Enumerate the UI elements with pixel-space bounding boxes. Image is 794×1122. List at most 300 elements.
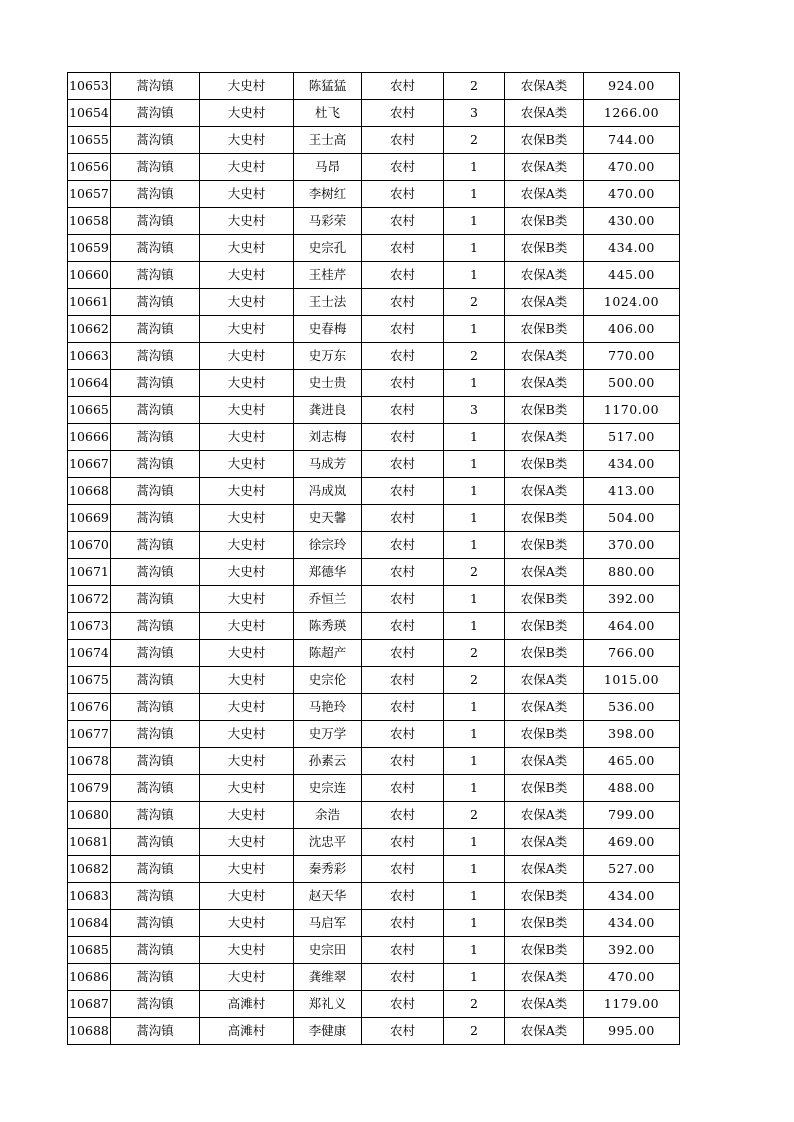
- table-row: [68, 100, 680, 127]
- village-cell: 大史村: [200, 856, 294, 883]
- town-cell: 蒿沟镇: [111, 343, 200, 370]
- town-cell: 蒿沟镇: [111, 856, 200, 883]
- record-id-cell: 10656: [68, 154, 111, 181]
- town-cell: 蒿沟镇: [111, 181, 200, 208]
- insurance-category-cell: 农保A类: [505, 73, 584, 100]
- household-count-cell: 1: [444, 775, 505, 802]
- insurance-category-cell: 农保B类: [505, 505, 584, 532]
- village-cell: 大史村: [200, 478, 294, 505]
- amount-cell: 799.00: [584, 802, 680, 829]
- insurance-category-cell: 农保A类: [505, 154, 584, 181]
- amount-cell: 406.00: [584, 316, 680, 343]
- amount-cell: 434.00: [584, 910, 680, 937]
- town-cell: 蒿沟镇: [111, 451, 200, 478]
- insurance-category-cell: 农保A类: [505, 559, 584, 586]
- person-name-cell: 史春梅: [294, 316, 362, 343]
- record-id-cell: 10670: [68, 532, 111, 559]
- person-name-cell: 史宗孔: [294, 235, 362, 262]
- amount-cell: 430.00: [584, 208, 680, 235]
- village-cell: 大史村: [200, 829, 294, 856]
- person-name-cell: 龚维翠: [294, 964, 362, 991]
- person-name-cell: 马艳玲: [294, 694, 362, 721]
- village-cell: 大史村: [200, 667, 294, 694]
- insurance-category-cell: 农保A类: [505, 991, 584, 1018]
- insurance-category-cell: 农保A类: [505, 802, 584, 829]
- household-count-cell: 1: [444, 748, 505, 775]
- person-name-cell: 刘志梅: [294, 424, 362, 451]
- area-type-cell: 农村: [362, 748, 444, 775]
- person-name-cell: 王桂芹: [294, 262, 362, 289]
- amount-cell: 1266.00: [584, 100, 680, 127]
- village-cell: 大史村: [200, 775, 294, 802]
- insurance-category-cell: 农保A类: [505, 424, 584, 451]
- town-cell: 蒿沟镇: [111, 235, 200, 262]
- person-name-cell: 王士法: [294, 289, 362, 316]
- table-row: [68, 235, 680, 262]
- record-id-cell: 10675: [68, 667, 111, 694]
- record-id-cell: 10654: [68, 100, 111, 127]
- area-type-cell: 农村: [362, 910, 444, 937]
- insurance-category-cell: 农保A类: [505, 1018, 584, 1045]
- town-cell: 蒿沟镇: [111, 829, 200, 856]
- amount-cell: 470.00: [584, 964, 680, 991]
- record-id-cell: 10669: [68, 505, 111, 532]
- area-type-cell: 农村: [362, 370, 444, 397]
- table-row: [68, 640, 680, 667]
- amount-cell: 880.00: [584, 559, 680, 586]
- record-id-cell: 10662: [68, 316, 111, 343]
- amount-cell: 392.00: [584, 586, 680, 613]
- household-count-cell: 1: [444, 424, 505, 451]
- household-count-cell: 2: [444, 127, 505, 154]
- person-name-cell: 马昂: [294, 154, 362, 181]
- village-cell: 大史村: [200, 100, 294, 127]
- table-row: [68, 1018, 680, 1045]
- person-name-cell: 李健康: [294, 1018, 362, 1045]
- area-type-cell: 农村: [362, 208, 444, 235]
- area-type-cell: 农村: [362, 343, 444, 370]
- record-id-cell: 10680: [68, 802, 111, 829]
- table-row: [68, 451, 680, 478]
- table-row: [68, 208, 680, 235]
- village-cell: 大史村: [200, 613, 294, 640]
- amount-cell: 924.00: [584, 73, 680, 100]
- person-name-cell: 郑德华: [294, 559, 362, 586]
- person-name-cell: 陈超产: [294, 640, 362, 667]
- amount-cell: 464.00: [584, 613, 680, 640]
- table-row: [68, 316, 680, 343]
- village-cell: 大史村: [200, 289, 294, 316]
- area-type-cell: 农村: [362, 100, 444, 127]
- record-id-cell: 10666: [68, 424, 111, 451]
- household-count-cell: 2: [444, 73, 505, 100]
- insurance-category-cell: 农保A类: [505, 667, 584, 694]
- village-cell: 大史村: [200, 586, 294, 613]
- insurance-category-cell: 农保A类: [505, 694, 584, 721]
- village-cell: 大史村: [200, 721, 294, 748]
- town-cell: 蒿沟镇: [111, 370, 200, 397]
- village-cell: 大史村: [200, 397, 294, 424]
- insurance-category-cell: 农保B类: [505, 451, 584, 478]
- town-cell: 蒿沟镇: [111, 910, 200, 937]
- record-id-cell: 10660: [68, 262, 111, 289]
- insurance-category-cell: 农保B类: [505, 532, 584, 559]
- record-id-cell: 10659: [68, 235, 111, 262]
- town-cell: 蒿沟镇: [111, 505, 200, 532]
- insurance-category-cell: 农保A类: [505, 856, 584, 883]
- town-cell: 蒿沟镇: [111, 613, 200, 640]
- amount-cell: 434.00: [584, 451, 680, 478]
- area-type-cell: 农村: [362, 613, 444, 640]
- area-type-cell: 农村: [362, 694, 444, 721]
- area-type-cell: 农村: [362, 937, 444, 964]
- town-cell: 蒿沟镇: [111, 1018, 200, 1045]
- area-type-cell: 农村: [362, 235, 444, 262]
- amount-cell: 413.00: [584, 478, 680, 505]
- area-type-cell: 农村: [362, 829, 444, 856]
- record-id-cell: 10686: [68, 964, 111, 991]
- area-type-cell: 农村: [362, 802, 444, 829]
- person-name-cell: 马成芳: [294, 451, 362, 478]
- amount-cell: 744.00: [584, 127, 680, 154]
- household-count-cell: 1: [444, 883, 505, 910]
- amount-cell: 527.00: [584, 856, 680, 883]
- table-row: [68, 478, 680, 505]
- person-name-cell: 冯成岚: [294, 478, 362, 505]
- record-id-cell: 10668: [68, 478, 111, 505]
- town-cell: 蒿沟镇: [111, 640, 200, 667]
- person-name-cell: 史天馨: [294, 505, 362, 532]
- record-id-cell: 10688: [68, 1018, 111, 1045]
- table-row: [68, 775, 680, 802]
- household-count-cell: 3: [444, 397, 505, 424]
- record-id-cell: 10674: [68, 640, 111, 667]
- area-type-cell: 农村: [362, 586, 444, 613]
- household-count-cell: 1: [444, 316, 505, 343]
- insurance-category-cell: 农保B类: [505, 586, 584, 613]
- village-cell: 大史村: [200, 802, 294, 829]
- person-name-cell: 秦秀彩: [294, 856, 362, 883]
- person-name-cell: 郑礼义: [294, 991, 362, 1018]
- village-cell: 大史村: [200, 505, 294, 532]
- record-id-cell: 10657: [68, 181, 111, 208]
- table-row: [68, 424, 680, 451]
- household-count-cell: 1: [444, 910, 505, 937]
- town-cell: 蒿沟镇: [111, 883, 200, 910]
- record-id-cell: 10682: [68, 856, 111, 883]
- town-cell: 蒿沟镇: [111, 937, 200, 964]
- table-row: [68, 559, 680, 586]
- table-row: [68, 289, 680, 316]
- household-count-cell: 3: [444, 100, 505, 127]
- table-row: [68, 586, 680, 613]
- village-cell: 大史村: [200, 181, 294, 208]
- person-name-cell: 王士高: [294, 127, 362, 154]
- insurance-category-cell: 农保B类: [505, 316, 584, 343]
- area-type-cell: 农村: [362, 1018, 444, 1045]
- insurance-category-cell: 农保A类: [505, 370, 584, 397]
- village-cell: 高滩村: [200, 1018, 294, 1045]
- town-cell: 蒿沟镇: [111, 991, 200, 1018]
- area-type-cell: 农村: [362, 721, 444, 748]
- area-type-cell: 农村: [362, 127, 444, 154]
- area-type-cell: 农村: [362, 667, 444, 694]
- insurance-category-cell: 农保B类: [505, 910, 584, 937]
- area-type-cell: 农村: [362, 73, 444, 100]
- person-name-cell: 史万东: [294, 343, 362, 370]
- table-row: [68, 370, 680, 397]
- household-count-cell: 1: [444, 937, 505, 964]
- insurance-category-cell: 农保A类: [505, 829, 584, 856]
- record-id-cell: 10678: [68, 748, 111, 775]
- insurance-category-cell: 农保A类: [505, 343, 584, 370]
- amount-cell: 1024.00: [584, 289, 680, 316]
- amount-cell: 536.00: [584, 694, 680, 721]
- household-count-cell: 2: [444, 559, 505, 586]
- area-type-cell: 农村: [362, 154, 444, 181]
- record-id-cell: 10684: [68, 910, 111, 937]
- area-type-cell: 农村: [362, 397, 444, 424]
- insurance-category-cell: 农保B类: [505, 235, 584, 262]
- person-name-cell: 余浩: [294, 802, 362, 829]
- village-cell: 大史村: [200, 937, 294, 964]
- area-type-cell: 农村: [362, 289, 444, 316]
- town-cell: 蒿沟镇: [111, 748, 200, 775]
- person-name-cell: 赵天华: [294, 883, 362, 910]
- insurance-category-cell: 农保B类: [505, 640, 584, 667]
- household-count-cell: 1: [444, 154, 505, 181]
- record-id-cell: 10665: [68, 397, 111, 424]
- person-name-cell: 史宗连: [294, 775, 362, 802]
- table-row: [68, 154, 680, 181]
- area-type-cell: 农村: [362, 856, 444, 883]
- insurance-category-cell: 农保B类: [505, 883, 584, 910]
- household-count-cell: 1: [444, 451, 505, 478]
- town-cell: 蒿沟镇: [111, 964, 200, 991]
- area-type-cell: 农村: [362, 559, 444, 586]
- person-name-cell: 马彩荣: [294, 208, 362, 235]
- town-cell: 蒿沟镇: [111, 100, 200, 127]
- roster-table-body: [68, 73, 680, 1045]
- town-cell: 蒿沟镇: [111, 127, 200, 154]
- village-cell: 大史村: [200, 208, 294, 235]
- area-type-cell: 农村: [362, 532, 444, 559]
- record-id-cell: 10653: [68, 73, 111, 100]
- person-name-cell: 徐宗玲: [294, 532, 362, 559]
- amount-cell: 434.00: [584, 883, 680, 910]
- household-count-cell: 1: [444, 586, 505, 613]
- record-id-cell: 10663: [68, 343, 111, 370]
- record-id-cell: 10672: [68, 586, 111, 613]
- village-cell: 大史村: [200, 235, 294, 262]
- amount-cell: 469.00: [584, 829, 680, 856]
- table-row: [68, 505, 680, 532]
- village-cell: 大史村: [200, 910, 294, 937]
- area-type-cell: 农村: [362, 316, 444, 343]
- area-type-cell: 农村: [362, 424, 444, 451]
- insurance-category-cell: 农保B类: [505, 721, 584, 748]
- village-cell: 大史村: [200, 559, 294, 586]
- table-row: [68, 748, 680, 775]
- household-count-cell: 1: [444, 505, 505, 532]
- amount-cell: 500.00: [584, 370, 680, 397]
- amount-cell: 766.00: [584, 640, 680, 667]
- insurance-category-cell: 农保A类: [505, 478, 584, 505]
- record-id-cell: 10681: [68, 829, 111, 856]
- insurance-category-cell: 农保B类: [505, 127, 584, 154]
- amount-cell: 504.00: [584, 505, 680, 532]
- table-row: [68, 397, 680, 424]
- household-count-cell: 1: [444, 964, 505, 991]
- household-count-cell: 1: [444, 370, 505, 397]
- table-row: [68, 127, 680, 154]
- village-cell: 大史村: [200, 883, 294, 910]
- household-count-cell: 2: [444, 289, 505, 316]
- person-name-cell: 陈秀瑛: [294, 613, 362, 640]
- insurance-category-cell: 农保B类: [505, 208, 584, 235]
- household-count-cell: 1: [444, 613, 505, 640]
- household-count-cell: 2: [444, 343, 505, 370]
- village-cell: 大史村: [200, 748, 294, 775]
- amount-cell: 434.00: [584, 235, 680, 262]
- amount-cell: 445.00: [584, 262, 680, 289]
- area-type-cell: 农村: [362, 640, 444, 667]
- town-cell: 蒿沟镇: [111, 262, 200, 289]
- amount-cell: 465.00: [584, 748, 680, 775]
- record-id-cell: 10664: [68, 370, 111, 397]
- table-row: [68, 694, 680, 721]
- household-count-cell: 1: [444, 532, 505, 559]
- person-name-cell: 杜飞: [294, 100, 362, 127]
- village-cell: 大史村: [200, 964, 294, 991]
- insurance-category-cell: 农保B类: [505, 613, 584, 640]
- household-count-cell: 2: [444, 991, 505, 1018]
- area-type-cell: 农村: [362, 478, 444, 505]
- town-cell: 蒿沟镇: [111, 73, 200, 100]
- village-cell: 大史村: [200, 370, 294, 397]
- village-cell: 大史村: [200, 532, 294, 559]
- record-id-cell: 10655: [68, 127, 111, 154]
- village-cell: 大史村: [200, 424, 294, 451]
- village-cell: 大史村: [200, 694, 294, 721]
- record-id-cell: 10673: [68, 613, 111, 640]
- table-row: [68, 910, 680, 937]
- insurance-category-cell: 农保B类: [505, 775, 584, 802]
- table-row: [68, 262, 680, 289]
- household-count-cell: 1: [444, 262, 505, 289]
- area-type-cell: 农村: [362, 991, 444, 1018]
- record-id-cell: 10676: [68, 694, 111, 721]
- area-type-cell: 农村: [362, 262, 444, 289]
- insurance-category-cell: 农保A类: [505, 748, 584, 775]
- village-cell: 大史村: [200, 73, 294, 100]
- town-cell: 蒿沟镇: [111, 559, 200, 586]
- village-cell: 大史村: [200, 154, 294, 181]
- household-count-cell: 1: [444, 235, 505, 262]
- town-cell: 蒿沟镇: [111, 775, 200, 802]
- person-name-cell: 马启军: [294, 910, 362, 937]
- village-cell: 大史村: [200, 262, 294, 289]
- record-id-cell: 10661: [68, 289, 111, 316]
- insurance-category-cell: 农保A类: [505, 100, 584, 127]
- amount-cell: 488.00: [584, 775, 680, 802]
- insurance-category-cell: 农保A类: [505, 181, 584, 208]
- table-row: [68, 883, 680, 910]
- amount-cell: 517.00: [584, 424, 680, 451]
- record-id-cell: 10667: [68, 451, 111, 478]
- town-cell: 蒿沟镇: [111, 424, 200, 451]
- town-cell: 蒿沟镇: [111, 154, 200, 181]
- household-count-cell: 1: [444, 829, 505, 856]
- household-count-cell: 2: [444, 1018, 505, 1045]
- table-row: [68, 937, 680, 964]
- person-name-cell: 史士贵: [294, 370, 362, 397]
- town-cell: 蒿沟镇: [111, 586, 200, 613]
- person-name-cell: 李树红: [294, 181, 362, 208]
- amount-cell: 1179.00: [584, 991, 680, 1018]
- amount-cell: 398.00: [584, 721, 680, 748]
- record-id-cell: 10679: [68, 775, 111, 802]
- town-cell: 蒿沟镇: [111, 532, 200, 559]
- record-id-cell: 10677: [68, 721, 111, 748]
- record-id-cell: 10685: [68, 937, 111, 964]
- household-count-cell: 1: [444, 856, 505, 883]
- amount-cell: 470.00: [584, 154, 680, 181]
- village-cell: 高滩村: [200, 991, 294, 1018]
- household-count-cell: 1: [444, 478, 505, 505]
- amount-cell: 370.00: [584, 532, 680, 559]
- table-row: [68, 991, 680, 1018]
- household-count-cell: 1: [444, 208, 505, 235]
- village-cell: 大史村: [200, 343, 294, 370]
- table-row: [68, 829, 680, 856]
- record-id-cell: 10687: [68, 991, 111, 1018]
- table-row: [68, 856, 680, 883]
- village-cell: 大史村: [200, 127, 294, 154]
- person-name-cell: 史万学: [294, 721, 362, 748]
- household-count-cell: 1: [444, 181, 505, 208]
- amount-cell: 1015.00: [584, 667, 680, 694]
- record-id-cell: 10658: [68, 208, 111, 235]
- table-row: [68, 613, 680, 640]
- person-name-cell: 史宗伦: [294, 667, 362, 694]
- person-name-cell: 孙素云: [294, 748, 362, 775]
- table-row: [68, 667, 680, 694]
- town-cell: 蒿沟镇: [111, 397, 200, 424]
- town-cell: 蒿沟镇: [111, 478, 200, 505]
- household-count-cell: 2: [444, 802, 505, 829]
- table-row: [68, 181, 680, 208]
- insurance-category-cell: 农保B类: [505, 397, 584, 424]
- area-type-cell: 农村: [362, 775, 444, 802]
- person-name-cell: 乔恒兰: [294, 586, 362, 613]
- area-type-cell: 农村: [362, 451, 444, 478]
- insurance-category-cell: 农保A类: [505, 964, 584, 991]
- area-type-cell: 农村: [362, 181, 444, 208]
- table-row: [68, 964, 680, 991]
- town-cell: 蒿沟镇: [111, 667, 200, 694]
- household-count-cell: 2: [444, 667, 505, 694]
- town-cell: 蒿沟镇: [111, 289, 200, 316]
- amount-cell: 1170.00: [584, 397, 680, 424]
- person-name-cell: 沈忠平: [294, 829, 362, 856]
- insurance-category-cell: 农保A类: [505, 289, 584, 316]
- town-cell: 蒿沟镇: [111, 694, 200, 721]
- area-type-cell: 农村: [362, 505, 444, 532]
- household-count-cell: 1: [444, 694, 505, 721]
- person-name-cell: 史宗田: [294, 937, 362, 964]
- amount-cell: 995.00: [584, 1018, 680, 1045]
